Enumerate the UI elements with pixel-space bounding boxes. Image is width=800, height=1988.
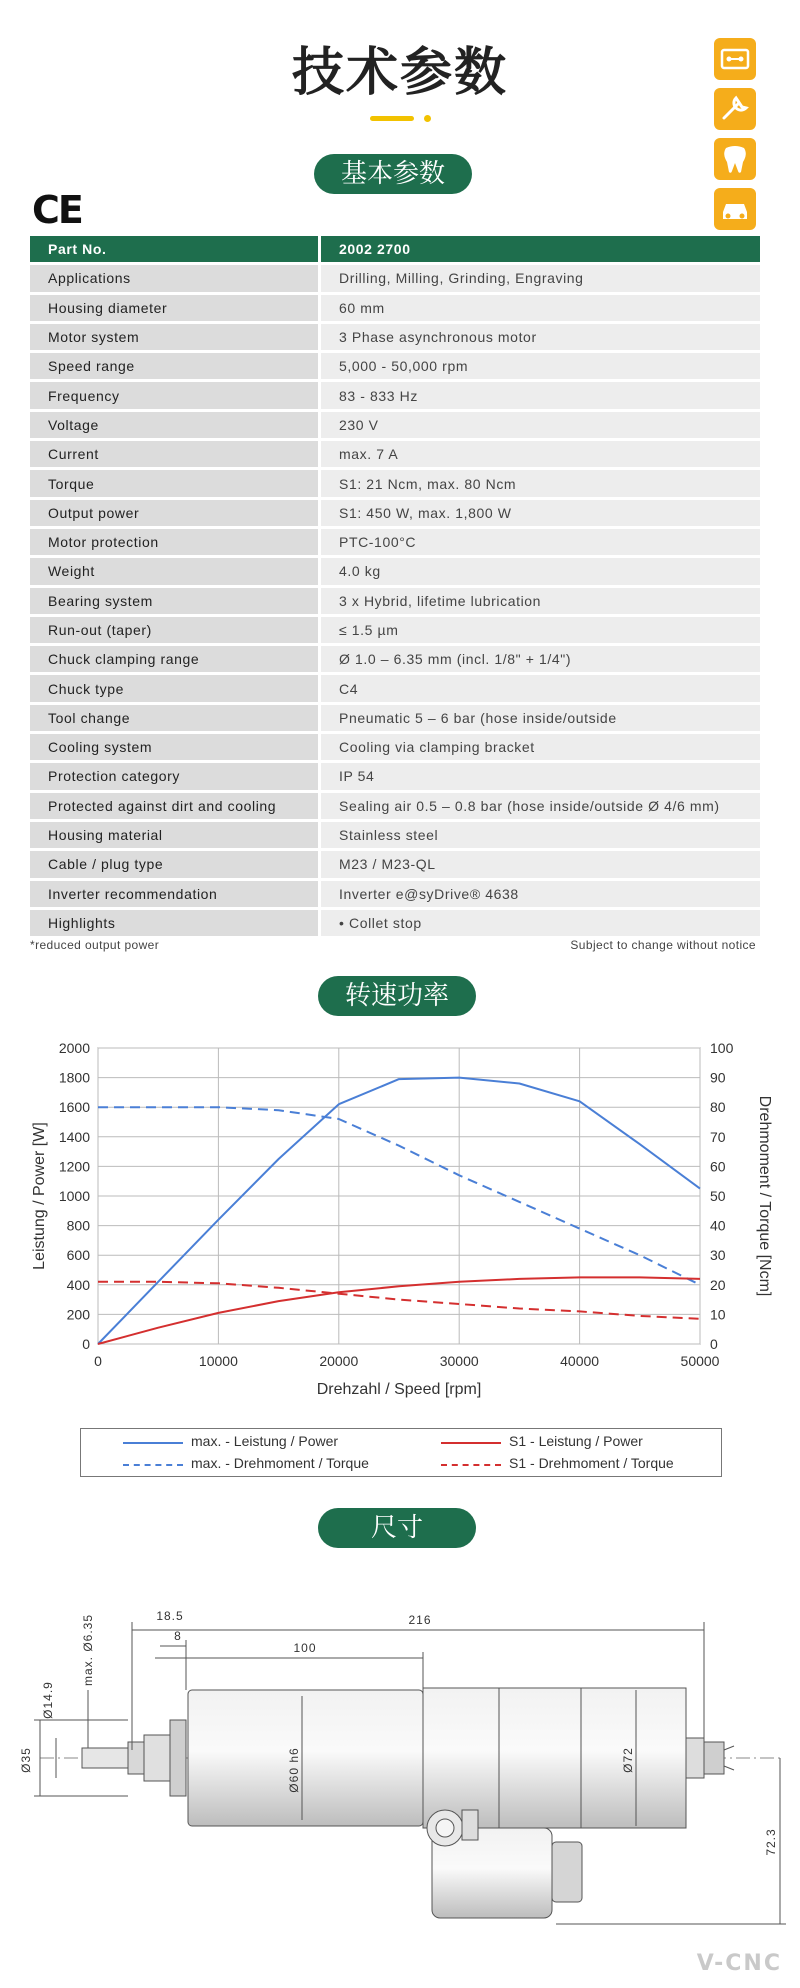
dim-100: 100: [293, 1641, 317, 1655]
spec-row: [30, 441, 760, 470]
spec-value: Inverter e@syDrive® 4638: [321, 881, 760, 910]
dim-8: 8: [174, 1629, 182, 1643]
spec-value: S1: 450 W, max. 1,800 W: [321, 500, 760, 529]
spec-key: Output power: [30, 500, 321, 529]
spec-key: Inverter recommendation: [30, 881, 321, 910]
spec-value: 4.0 kg: [321, 558, 760, 587]
footnote-left: *reduced output power: [30, 938, 160, 952]
spec-value: 60 mm: [321, 295, 760, 324]
spec-row: [30, 705, 760, 734]
chart-y2tick-label: 60: [710, 1158, 726, 1175]
spec-row: [30, 822, 760, 851]
chart-ylabel: Leistung / Power [W]: [31, 1122, 48, 1270]
chart-ytick-label: 1800: [58, 1069, 90, 1086]
spec-value: ≤ 1.5 µm: [321, 617, 760, 646]
chart-y2tick-label: 90: [710, 1069, 726, 1086]
dim-housing-dia: Ø60 h6: [287, 1747, 301, 1793]
legend-s1-torque: S1 - Drehmoment / Torque: [509, 1455, 674, 1471]
chart-ytick-label: 1000: [58, 1188, 90, 1204]
spec-key: Protected against dirt and cooling: [30, 793, 321, 822]
chart-xtick-label: 40000: [560, 1353, 600, 1369]
chart-y2tick-label: 50: [710, 1188, 726, 1204]
chart-ytick-label: 400: [66, 1276, 90, 1293]
spec-key: Applications: [30, 265, 321, 294]
spec-value: 5,000 - 50,000 rpm: [321, 353, 760, 382]
speed-power-chart: [0, 1030, 800, 1420]
spec-row: [30, 500, 760, 529]
dimension-drawing: [0, 1570, 800, 1970]
spec-row: [30, 529, 760, 558]
spec-key: Housing diameter: [30, 295, 321, 324]
chart-legend: [80, 1428, 722, 1477]
chart-y2tick-label: 40: [710, 1217, 726, 1234]
spec-key: Frequency: [30, 382, 321, 411]
spec-value: Stainless steel: [321, 822, 760, 851]
spec-value: Drilling, Milling, Grinding, Engraving: [321, 265, 760, 294]
chart-ytick-label: 800: [66, 1217, 90, 1234]
spec-header-value: 2002 2700: [321, 236, 760, 265]
spec-key: Chuck type: [30, 675, 321, 704]
chart-ytick-label: 200: [66, 1306, 90, 1323]
spec-key: Speed range: [30, 353, 321, 382]
legend-swatch-max-power: [123, 1442, 183, 1444]
ce-mark: CE: [32, 188, 82, 232]
spec-key: Bearing system: [30, 588, 321, 617]
spec-value: 3 Phase asynchronous motor: [321, 324, 760, 353]
spec-value: max. 7 A: [321, 441, 760, 470]
legend-max-torque: max. - Drehmoment / Torque: [191, 1455, 369, 1471]
spec-key: Voltage: [30, 412, 321, 441]
spec-key: Cable / plug type: [30, 851, 321, 880]
chart-ytick-label: 1600: [58, 1099, 90, 1116]
dim-rear-dia: Ø72: [621, 1747, 635, 1773]
spec-row: [30, 881, 760, 910]
chart-y2tick-label: 30: [710, 1247, 726, 1264]
spec-row: [30, 617, 760, 646]
legend-swatch-s1-power: [441, 1442, 501, 1444]
spec-row: [30, 353, 760, 382]
chart-xtick-label: 10000: [198, 1353, 238, 1369]
chart-y2tick-label: 10: [710, 1306, 726, 1323]
chart-y2tick-label: 100: [710, 1040, 734, 1056]
spec-value: IP 54: [321, 763, 760, 792]
chart-ytick-label: 2000: [58, 1040, 90, 1056]
spec-row: [30, 763, 760, 792]
dim-height: 72.3: [764, 1828, 778, 1856]
spec-table: [30, 236, 760, 939]
spec-value: 83 - 833 Hz: [321, 382, 760, 411]
tooth-icon[interactable]: [714, 138, 756, 180]
spec-key: Motor system: [30, 324, 321, 353]
dim-nose-dia: Ø35: [19, 1747, 33, 1773]
dim-18-5: 18.5: [156, 1609, 184, 1623]
section-basic-params: 基本参数: [314, 154, 472, 194]
spec-value: 3 x Hybrid, lifetime lubrication: [321, 588, 760, 617]
spec-key: Housing material: [30, 822, 321, 851]
legend-swatch-max-torque: [123, 1464, 183, 1466]
spec-row: [30, 793, 760, 822]
pcb-icon[interactable]: [714, 38, 756, 80]
spec-key: Motor protection: [30, 529, 321, 558]
chart-y2tick-label: 20: [710, 1276, 726, 1293]
spec-key: Weight: [30, 558, 321, 587]
car-icon[interactable]: [714, 188, 756, 230]
spec-value: Cooling via clamping bracket: [321, 734, 760, 763]
chart-ytick-label: 1400: [58, 1128, 90, 1145]
spec-header-row: [30, 236, 760, 265]
chart-xtick-label: 30000: [439, 1353, 479, 1369]
legend-max-power: max. - Leistung / Power: [191, 1433, 339, 1449]
section-dimensions: 尺寸: [318, 1508, 476, 1548]
legend-swatch-s1-torque: [441, 1464, 501, 1466]
legend-s1-power: S1 - Leistung / Power: [509, 1433, 643, 1449]
chart-xtick-label: 50000: [680, 1353, 720, 1369]
spec-key: Torque: [30, 470, 321, 499]
spec-value: Sealing air 0.5 – 0.8 bar (hose inside/outside Ø 4/6 mm): [321, 793, 760, 822]
chart-ytick-label: 1200: [58, 1158, 90, 1175]
spec-value: Ø 1.0 – 6.35 mm (incl. 1/8" + 1/4"): [321, 646, 760, 675]
title-underline-dot: [424, 115, 431, 122]
spec-row: [30, 734, 760, 763]
page-title: 技术参数: [291, 43, 508, 103]
section-speed-power: 转速功率: [318, 976, 476, 1016]
spec-row: [30, 558, 760, 587]
dim-max-dia: max. Ø6.35: [81, 1613, 95, 1687]
chart-ytick-label: 0: [82, 1336, 90, 1352]
chart-xlabel: Drehzahl / Speed [rpm]: [316, 1381, 482, 1398]
chart-ytick-label: 600: [66, 1247, 90, 1264]
spec-value: 230 V: [321, 412, 760, 441]
spec-value: PTC-100°C: [321, 529, 760, 558]
spec-key: Protection category: [30, 763, 321, 792]
spec-row: [30, 910, 760, 939]
spec-row: [30, 675, 760, 704]
chart-y2tick-label: 0: [710, 1336, 718, 1352]
spec-value: • Collet stop: [321, 910, 760, 939]
spec-row: [30, 588, 760, 617]
spec-key: Chuck clamping range: [30, 646, 321, 675]
chart-y2label: Drehmoment / Torque [Ncm]: [756, 1095, 773, 1297]
chart-xtick-label: 0: [94, 1353, 102, 1369]
spec-row: [30, 295, 760, 324]
chart-y2tick-label: 80: [710, 1099, 726, 1116]
spec-key: Current: [30, 441, 321, 470]
dim-overall: 216: [408, 1613, 432, 1627]
spec-header-key: Part No.: [30, 236, 321, 265]
spec-value: Pneumatic 5 – 6 bar (hose inside/outside: [321, 705, 760, 734]
spec-key: Run-out (taper): [30, 617, 321, 646]
spec-row: [30, 851, 760, 880]
spec-key: Tool change: [30, 705, 321, 734]
chart-y2tick-label: 70: [710, 1128, 726, 1145]
dim-collet-dia: Ø14.9: [41, 1681, 55, 1719]
wrench-icon[interactable]: [714, 88, 756, 130]
footnote-right: Subject to change without notice: [570, 938, 756, 952]
spec-value: C4: [321, 675, 760, 704]
spec-key: Highlights: [30, 910, 321, 939]
spec-row: [30, 412, 760, 441]
spec-row: [30, 470, 760, 499]
chart-xtick-label: 20000: [319, 1353, 359, 1369]
spec-value: M23 / M23-QL: [321, 851, 760, 880]
brand-logo: V-CNC: [696, 1951, 782, 1976]
spec-key: Cooling system: [30, 734, 321, 763]
spec-row: [30, 382, 760, 411]
title-underline: [370, 116, 414, 121]
spec-row: [30, 265, 760, 294]
spec-row: [30, 646, 760, 675]
spec-row: [30, 324, 760, 353]
spec-value: S1: 21 Ncm, max. 80 Ncm: [321, 470, 760, 499]
